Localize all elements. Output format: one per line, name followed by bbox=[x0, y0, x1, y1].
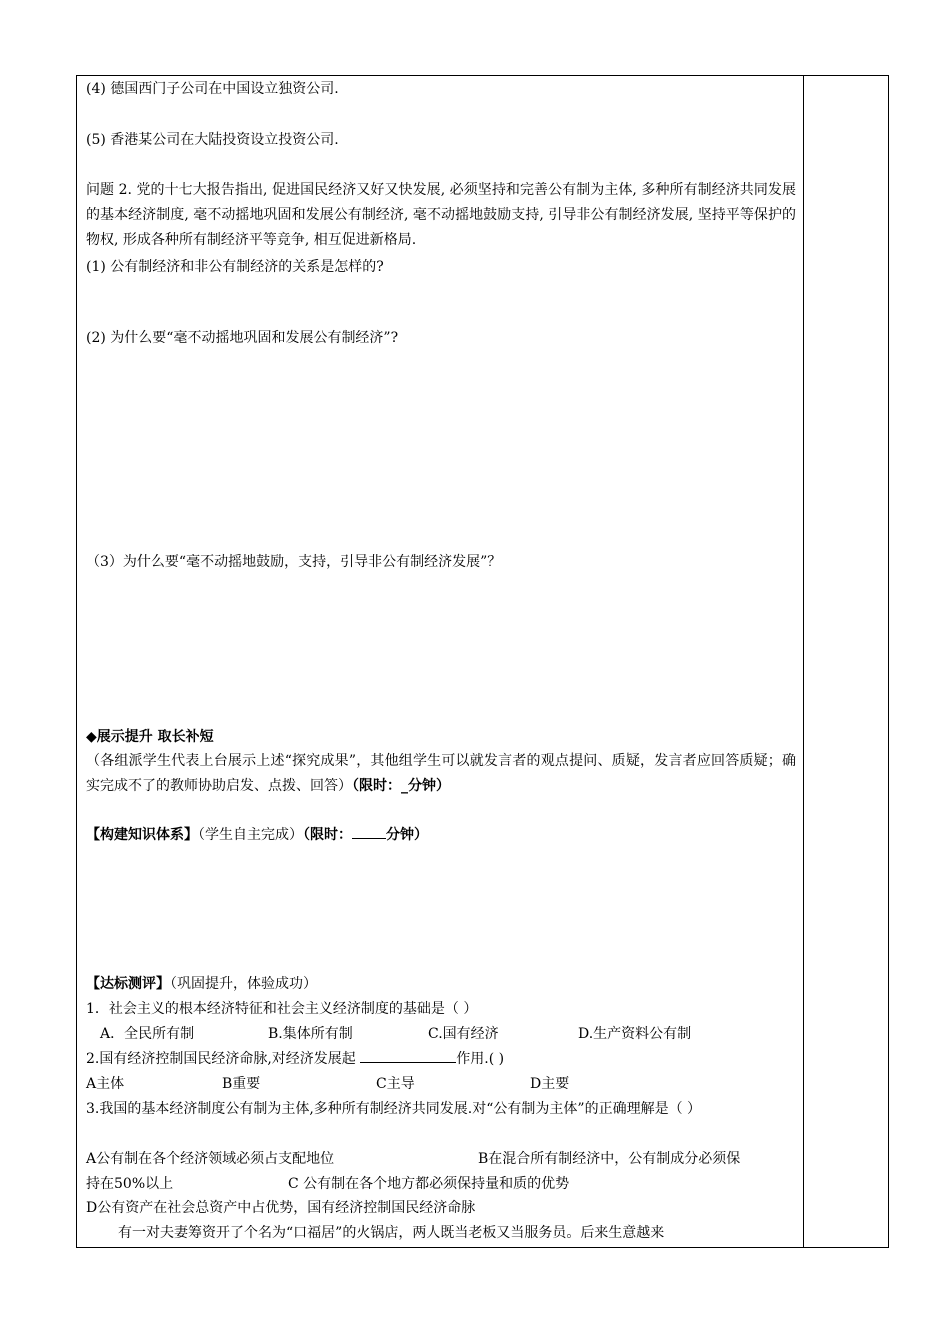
test-q1-option-c: C.国有经济 bbox=[428, 1026, 499, 1042]
test-q2-blank[interactable] bbox=[360, 1048, 456, 1063]
question-2-sub-3: （3）为什么要“毫不动摇地鼓励，支持，引导非公有制经济发展”？ bbox=[86, 554, 502, 570]
knowledge-time-suffix: 分钟） bbox=[386, 827, 428, 843]
test-section-header bbox=[86, 973, 317, 995]
test-heading: 【达标测评】 bbox=[86, 976, 170, 992]
test-q1-option-d: D.生产资料公有制 bbox=[578, 1026, 692, 1042]
test-q2-stem-before: 2.国有经济控制国民经济命脉,对经济发展起 bbox=[86, 1051, 356, 1067]
display-time-suffix: 分钟） bbox=[408, 778, 450, 794]
test-q3-option-d: D公有资产在社会总资产中占优势，国有经济控制国民经济命脉 bbox=[86, 1200, 476, 1216]
test-q2-option-c: C主导 bbox=[376, 1076, 415, 1092]
test-q2-option-a: A主体 bbox=[86, 1076, 125, 1092]
test-q1-option-a: A．全民所有制 bbox=[100, 1026, 195, 1042]
knowledge-time-blank[interactable] bbox=[352, 824, 386, 839]
test-q3-option-a: A公有制在各个经济领域必须占支配地位 bbox=[86, 1151, 335, 1167]
test-q3-option-b-line2: 持在50%以上 bbox=[86, 1176, 174, 1192]
display-time-blank: _ bbox=[401, 778, 408, 794]
test-q3-option-b-line1: B在混合所有制经济中，公有制成分必须保 bbox=[478, 1151, 741, 1167]
notes-column bbox=[804, 75, 889, 1248]
knowledge-note: （学生自主完成） bbox=[198, 827, 303, 843]
story-paragraph: 有一对夫妻筹资开了个名为“口福居”的火锅店，两人既当老板又当服务员。后来生意越来 bbox=[118, 1225, 665, 1241]
knowledge-heading: 【构建知识体系】 bbox=[86, 827, 198, 843]
display-section-text: （各组派学生代表上台展示上述“探究成果”，其他组学生可以就发言者的观点提问、质疑，发言者应回答质疑；确实完成不了的教师协助启发、点拨、回答） bbox=[86, 753, 796, 794]
test-note: （巩固提升，体验成功） bbox=[170, 976, 317, 992]
question-2-sub-1: (1) 公有制经济和非公有制经济的关系是怎样的? bbox=[86, 259, 384, 275]
test-q2-stem bbox=[86, 1048, 504, 1070]
test-q3-stem: 3.我国的基本经济制度公有制为主体,多种所有制经济共同发展.对“公有制为主体”的正确理解是（ ） bbox=[86, 1101, 702, 1117]
display-time-prefix: （限时： bbox=[352, 778, 401, 794]
test-q2-stem-after: 作用.( ) bbox=[456, 1051, 505, 1067]
display-section-heading: ◆展示提升 取长补短 bbox=[86, 729, 214, 745]
test-q2-option-b: B重要 bbox=[222, 1076, 261, 1092]
question-2-intro: 问题 2. 党的十七大报告指出, 促进国民经济又好又快发展, 必须坚持和完善公有制为主体, 多种所有制经济共同发展的基本经济制度, 毫不动摇地巩固和发展公有制经济, 毫不动摇地鼓励支持, 引导非公有制经济发展, 坚持平等保护的物权, 形成各种所有制经济平等竞争, 相互促进新格局. bbox=[86, 182, 796, 248]
item-4: (4) 德国西门子公司在中国设立独资公司. bbox=[86, 81, 339, 97]
test-q1-stem: 1．社会主义的根本经济特征和社会主义经济制度的基础是（ ） bbox=[86, 1001, 478, 1017]
knowledge-section bbox=[86, 824, 428, 846]
display-section-body bbox=[86, 749, 796, 799]
question-2-sub-2: (2) 为什么要“毫不动摇地巩固和发展公有制经济”? bbox=[86, 330, 399, 346]
knowledge-time-prefix: （限时： bbox=[303, 827, 352, 843]
test-q1-option-b: B.集体所有制 bbox=[268, 1026, 353, 1042]
test-q3-option-c: C 公有制在各个地方都必须保持量和质的优势 bbox=[288, 1176, 570, 1192]
test-q2-option-d: D主要 bbox=[530, 1076, 570, 1092]
item-5: (5) 香港某公司在大陆投资设立投资公司. bbox=[86, 132, 339, 148]
